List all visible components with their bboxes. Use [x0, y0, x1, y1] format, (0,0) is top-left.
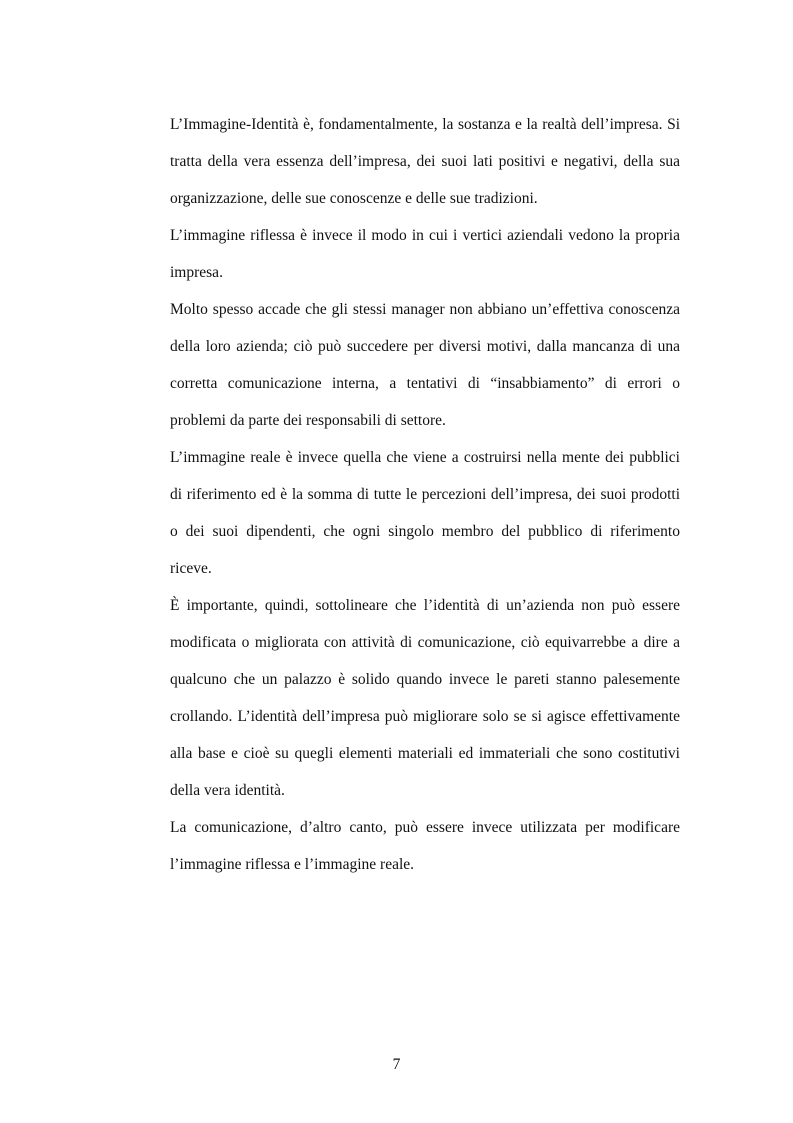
paragraph-immagine-riflessa: L’immagine riflessa è invece il modo in cui i vertici aziendali vedono la propria impresa. — [170, 227, 680, 281]
page-number: 7 — [392, 1056, 401, 1073]
body-text — [170, 106, 680, 883]
paragraph-identita-importante: È importante, quindi, sottolineare che l’identità di un’azienda non può essere modificata o migliorata con attività di comunicazione, ciò equivarrebbe a dire a qualcuno che un palazzo è solido quando invece le pareti stanno palesemente crollando. L’identità dell’impresa può migliorare solo se si agisce effettivamente alla base e cioè su quegli elementi materiali ed immateriali che sono costitutivi della vera identità. — [170, 597, 680, 799]
paragraph-immagine-reale: L’immagine reale è invece quella che viene a costruirsi nella mente dei pubblici di riferimento ed è la somma di tutte le percezioni dell’impresa, dei suoi prodotti o dei suoi dipendenti, che ogni singolo membro del pubblico di riferimento riceve. — [170, 449, 680, 577]
paragraph-comunicazione: La comunicazione, d’altro canto, può essere invece utilizzata per modificare l’immagine riflessa e l’immagine reale. — [170, 819, 680, 873]
paragraph-manager: Molto spesso accade che gli stessi manager non abbiano un’effettiva conoscenza della loro azienda; ciò può succedere per diversi motivi, dalla mancanza di una corretta comunicazione interna, a tentativi di “insabbiamento” di errori o problemi da parte dei responsabili di settore. — [170, 301, 680, 429]
paragraph-immagine-identita: L’Immagine-Identità è, fondamentalmente, la sostanza e la realtà dell’impresa. Si tratta della vera essenza dell’impresa, dei suoi lati positivi e negativi, della sua organizzazione, delle sue conoscenze e delle sue tradizioni. — [170, 116, 680, 207]
